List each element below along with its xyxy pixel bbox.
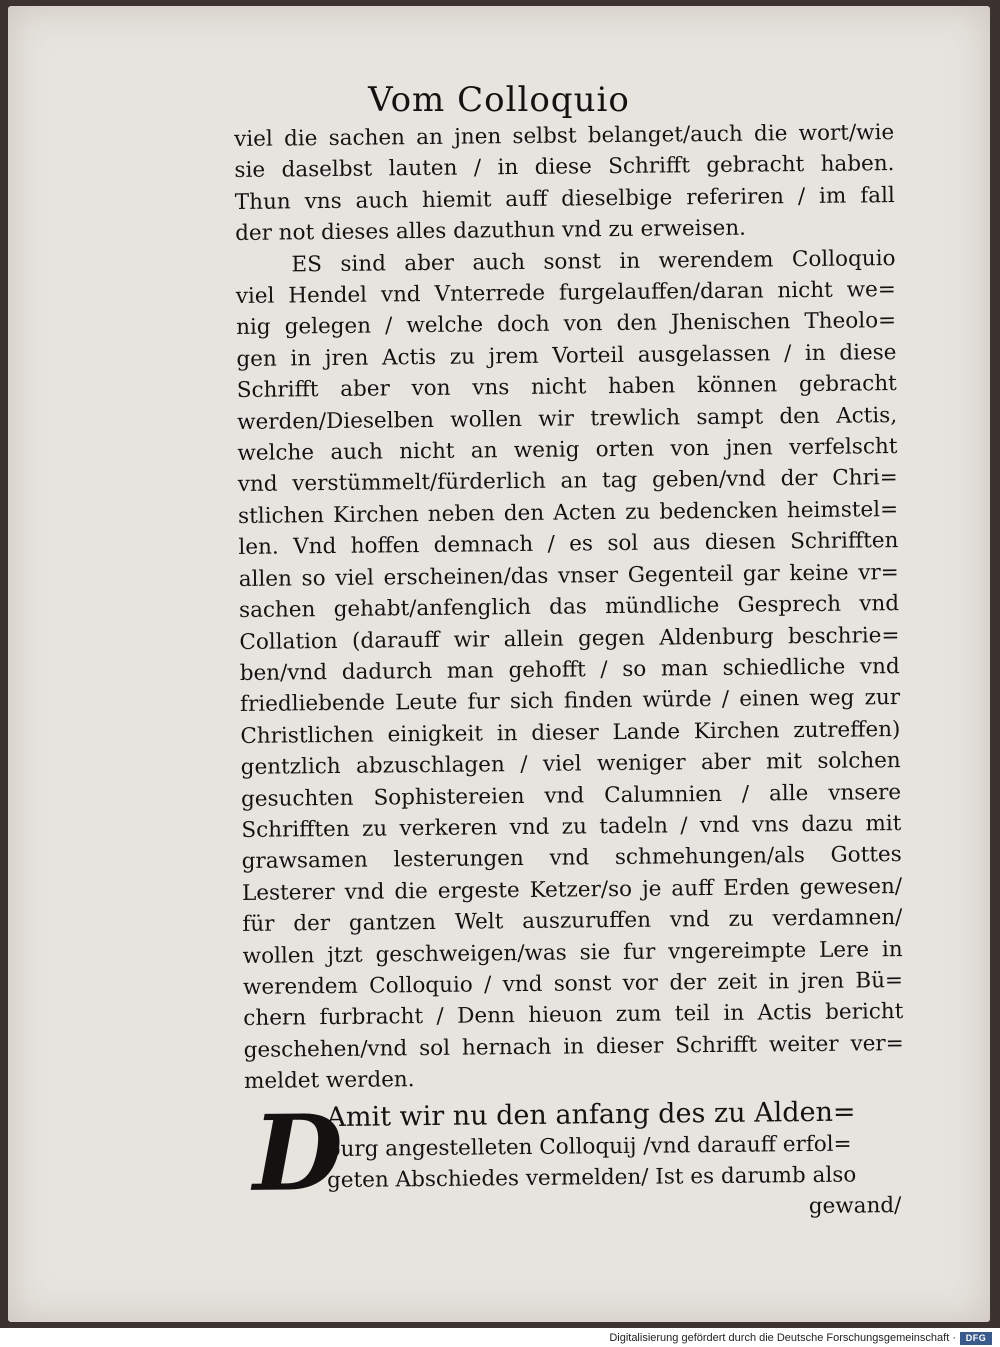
drop-cap-initial: D (252, 1090, 344, 1215)
text-line: der not dieses alles dazuthun vnd zu erweisen. (235, 215, 747, 247)
text-line: sie daselbst lauten / in diese Schrifft gebracht haben. (234, 151, 895, 184)
text-line: friedliebende Leute fur sich finden würde / einen weg zur (239, 685, 901, 718)
text-line: grawsamen lesterungen vnd schmehungen/als Gottes (241, 842, 902, 875)
text-line: Collation (darauff wir allein gegen Aldenburg beschrie= (239, 622, 900, 655)
text-line: len. Vnd hoffen demnach / es sol aus diesen Schrifften (238, 528, 899, 561)
text-line: wollen jtzt geschweigen/was sie fur vngereimpte Lere in (242, 936, 903, 969)
digitization-footer (0, 1331, 1000, 1347)
text-line: Schrifft aber von vns nicht haben können gebracht (236, 371, 897, 404)
text-line: nig gelegen / welche doch von den Jhenischen Theolo= (236, 308, 897, 341)
text-line: gesuchten Sophistereien vnd Calumnien / alle vnsere (240, 779, 902, 812)
text-line: geschehen/vnd sol hernach in dieser Schrifft weiter ver= (243, 1030, 904, 1063)
text-line: meldet werden. (243, 1067, 415, 1095)
text-line: welche auch nicht an wenig orten von jnen verfelscht (237, 434, 898, 467)
running-head: Vom Colloquio (368, 80, 630, 120)
text-line: ben/vnd dadurch man gehofft / so man schiedliche vnd (239, 653, 900, 686)
text-line: für der gantzen Welt auszuruffen vnd zu verdamnen/ (242, 905, 903, 938)
body-text (234, 117, 906, 1229)
text-line: Christlichen einigkeit in dieser Lande Kirchen zutreffen) (240, 716, 901, 749)
text-line: Thun vns auch hiemit auff dieselbige referiren / im fall (234, 182, 895, 215)
text-line: geten Abschiedes vermelden/ Ist es darumb also (326, 1162, 857, 1194)
catchword: gewand/ (808, 1193, 902, 1220)
text-line: Lesterer vnd die ergeste Ketzer/so je auff Erden gewesen/ (241, 873, 903, 906)
book-page (8, 6, 990, 1322)
text-line: allen so viel erscheinen/das vnser Gegenteil gar keine vr= (238, 559, 899, 592)
text-line: stlichen Kirchen neben den Acten zu bedencken heimstel= (237, 496, 899, 529)
dfg-logo-icon: DFG (960, 1332, 992, 1345)
text-line: chern furbracht / Denn hieuon zum teil in Actis bericht (243, 999, 904, 1032)
text-line: gentzlich abzuschlagen / viel weniger aber mit solchen (240, 748, 901, 781)
text-line: werden/Dieselben wollen wir trewlich sampt den Actis, (236, 402, 898, 435)
text-line: viel die sachen an jnen selbst belanget/auch die wort/wie (234, 120, 895, 152)
text-line: ES sind aber auch sonst in werendem Colloquio (291, 245, 896, 278)
text-line: Amit wir nu den anfang des zu Alden= (326, 1096, 856, 1133)
text-line: werendem Colloquio / vnd sonst vor der zeit in jren Bü= (242, 968, 904, 1000)
text-line: gen in jren Actis zu jrem Vorteil ausgelassen / in diese (236, 339, 897, 372)
text-line: burg angestelleten Colloquij /vnd darauff erfol= (326, 1131, 852, 1162)
text-line: vnd verstümmelt/fürderlich an tag geben/vnd der Chri= (237, 465, 898, 498)
text-line: viel Hendel vnd Vnterrede furgelauffen/daran nicht we= (235, 277, 896, 310)
footer-credit: Digitalisierung gefördert durch die Deutsche Forschungsgemeinschaft · (609, 1332, 956, 1344)
text-line: sachen gehabt/anfenglich das mündliche Gesprech vnd (238, 591, 900, 624)
text-line: Schrifften zu verkeren vnd zu tadeln / vnd vns dazu mit (241, 810, 902, 843)
closing-paragraph (244, 1090, 905, 1229)
